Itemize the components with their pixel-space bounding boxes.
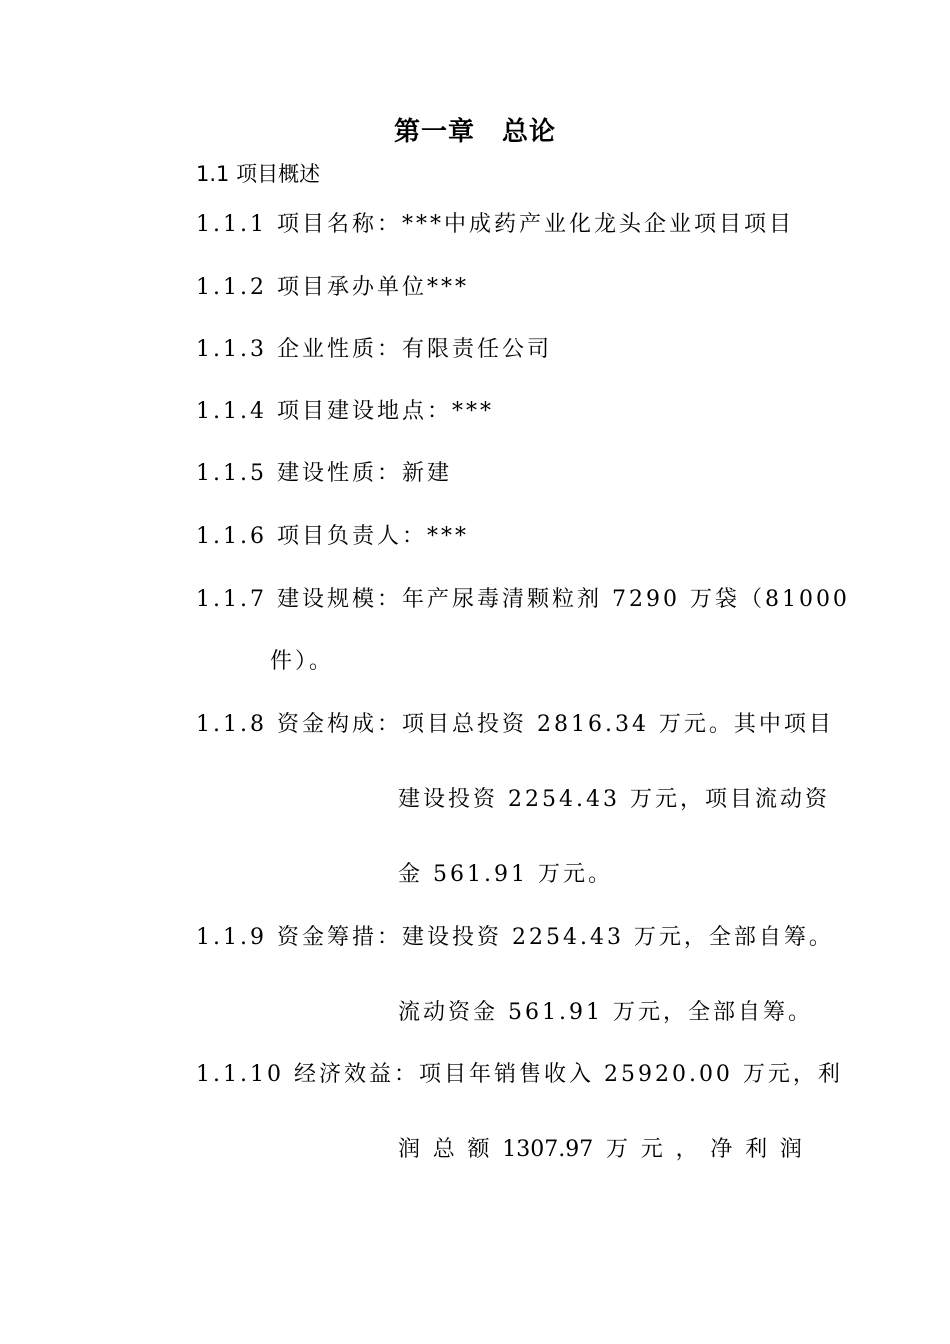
item-economic-benefit-cont [398, 1132, 802, 1168]
item-enterprise-nature: 1.1.3 企业性质：有限责任公司 [196, 337, 552, 362]
justified-word: 净 [710, 1137, 733, 1162]
item-construction-scale-cont: 件）。 [270, 649, 335, 674]
item-fund-composition: 1.1.8 资金构成：项目总投资 2816.34 万元。其中项目 [196, 712, 834, 737]
item-project-leader: 1.1.6 项目负责人：*** [196, 524, 469, 549]
justified-word: 利 [745, 1137, 768, 1162]
justified-word: 万 [606, 1137, 629, 1162]
justified-word: 润 [779, 1137, 802, 1162]
item-fund-composition-cont-2: 金 561.91 万元。 [398, 862, 613, 887]
section-title: 1.1 项目概述 [196, 162, 321, 186]
justified-word: 总 [432, 1137, 455, 1162]
justified-word: 元 [640, 1137, 663, 1162]
chapter-title: 第一章 总论 [393, 117, 556, 147]
item-construction-nature: 1.1.5 建设性质：新建 [196, 461, 452, 486]
item-project-name: 1.1.1 项目名称：***中成药产业化龙头企业项目项目 [196, 212, 794, 237]
justified-word: ， [675, 1137, 698, 1162]
item-fund-raising-cont: 流动资金 561.91 万元，全部自筹。 [398, 1000, 813, 1025]
justified-word: 润 [398, 1137, 421, 1162]
item-construction-site: 1.1.4 项目建设地点：*** [196, 399, 494, 424]
item-fund-raising: 1.1.9 资金筹措：建设投资 2254.43 万元，全部自筹。 [196, 925, 834, 950]
item-construction-scale: 1.1.7 建设规模：年产尿毒清颗粒剂 7290 万袋（81000 [196, 587, 850, 612]
item-fund-composition-cont-1: 建设投资 2254.43 万元，项目流动资 [398, 787, 830, 812]
justified-word: 额 [467, 1137, 490, 1162]
item-economic-benefit: 1.1.10 经济效益：项目年销售收入 25920.00 万元，利 [196, 1062, 843, 1087]
justified-word: 1307.97 [502, 1137, 594, 1162]
item-undertaking-unit: 1.1.2 项目承办单位*** [196, 275, 469, 300]
